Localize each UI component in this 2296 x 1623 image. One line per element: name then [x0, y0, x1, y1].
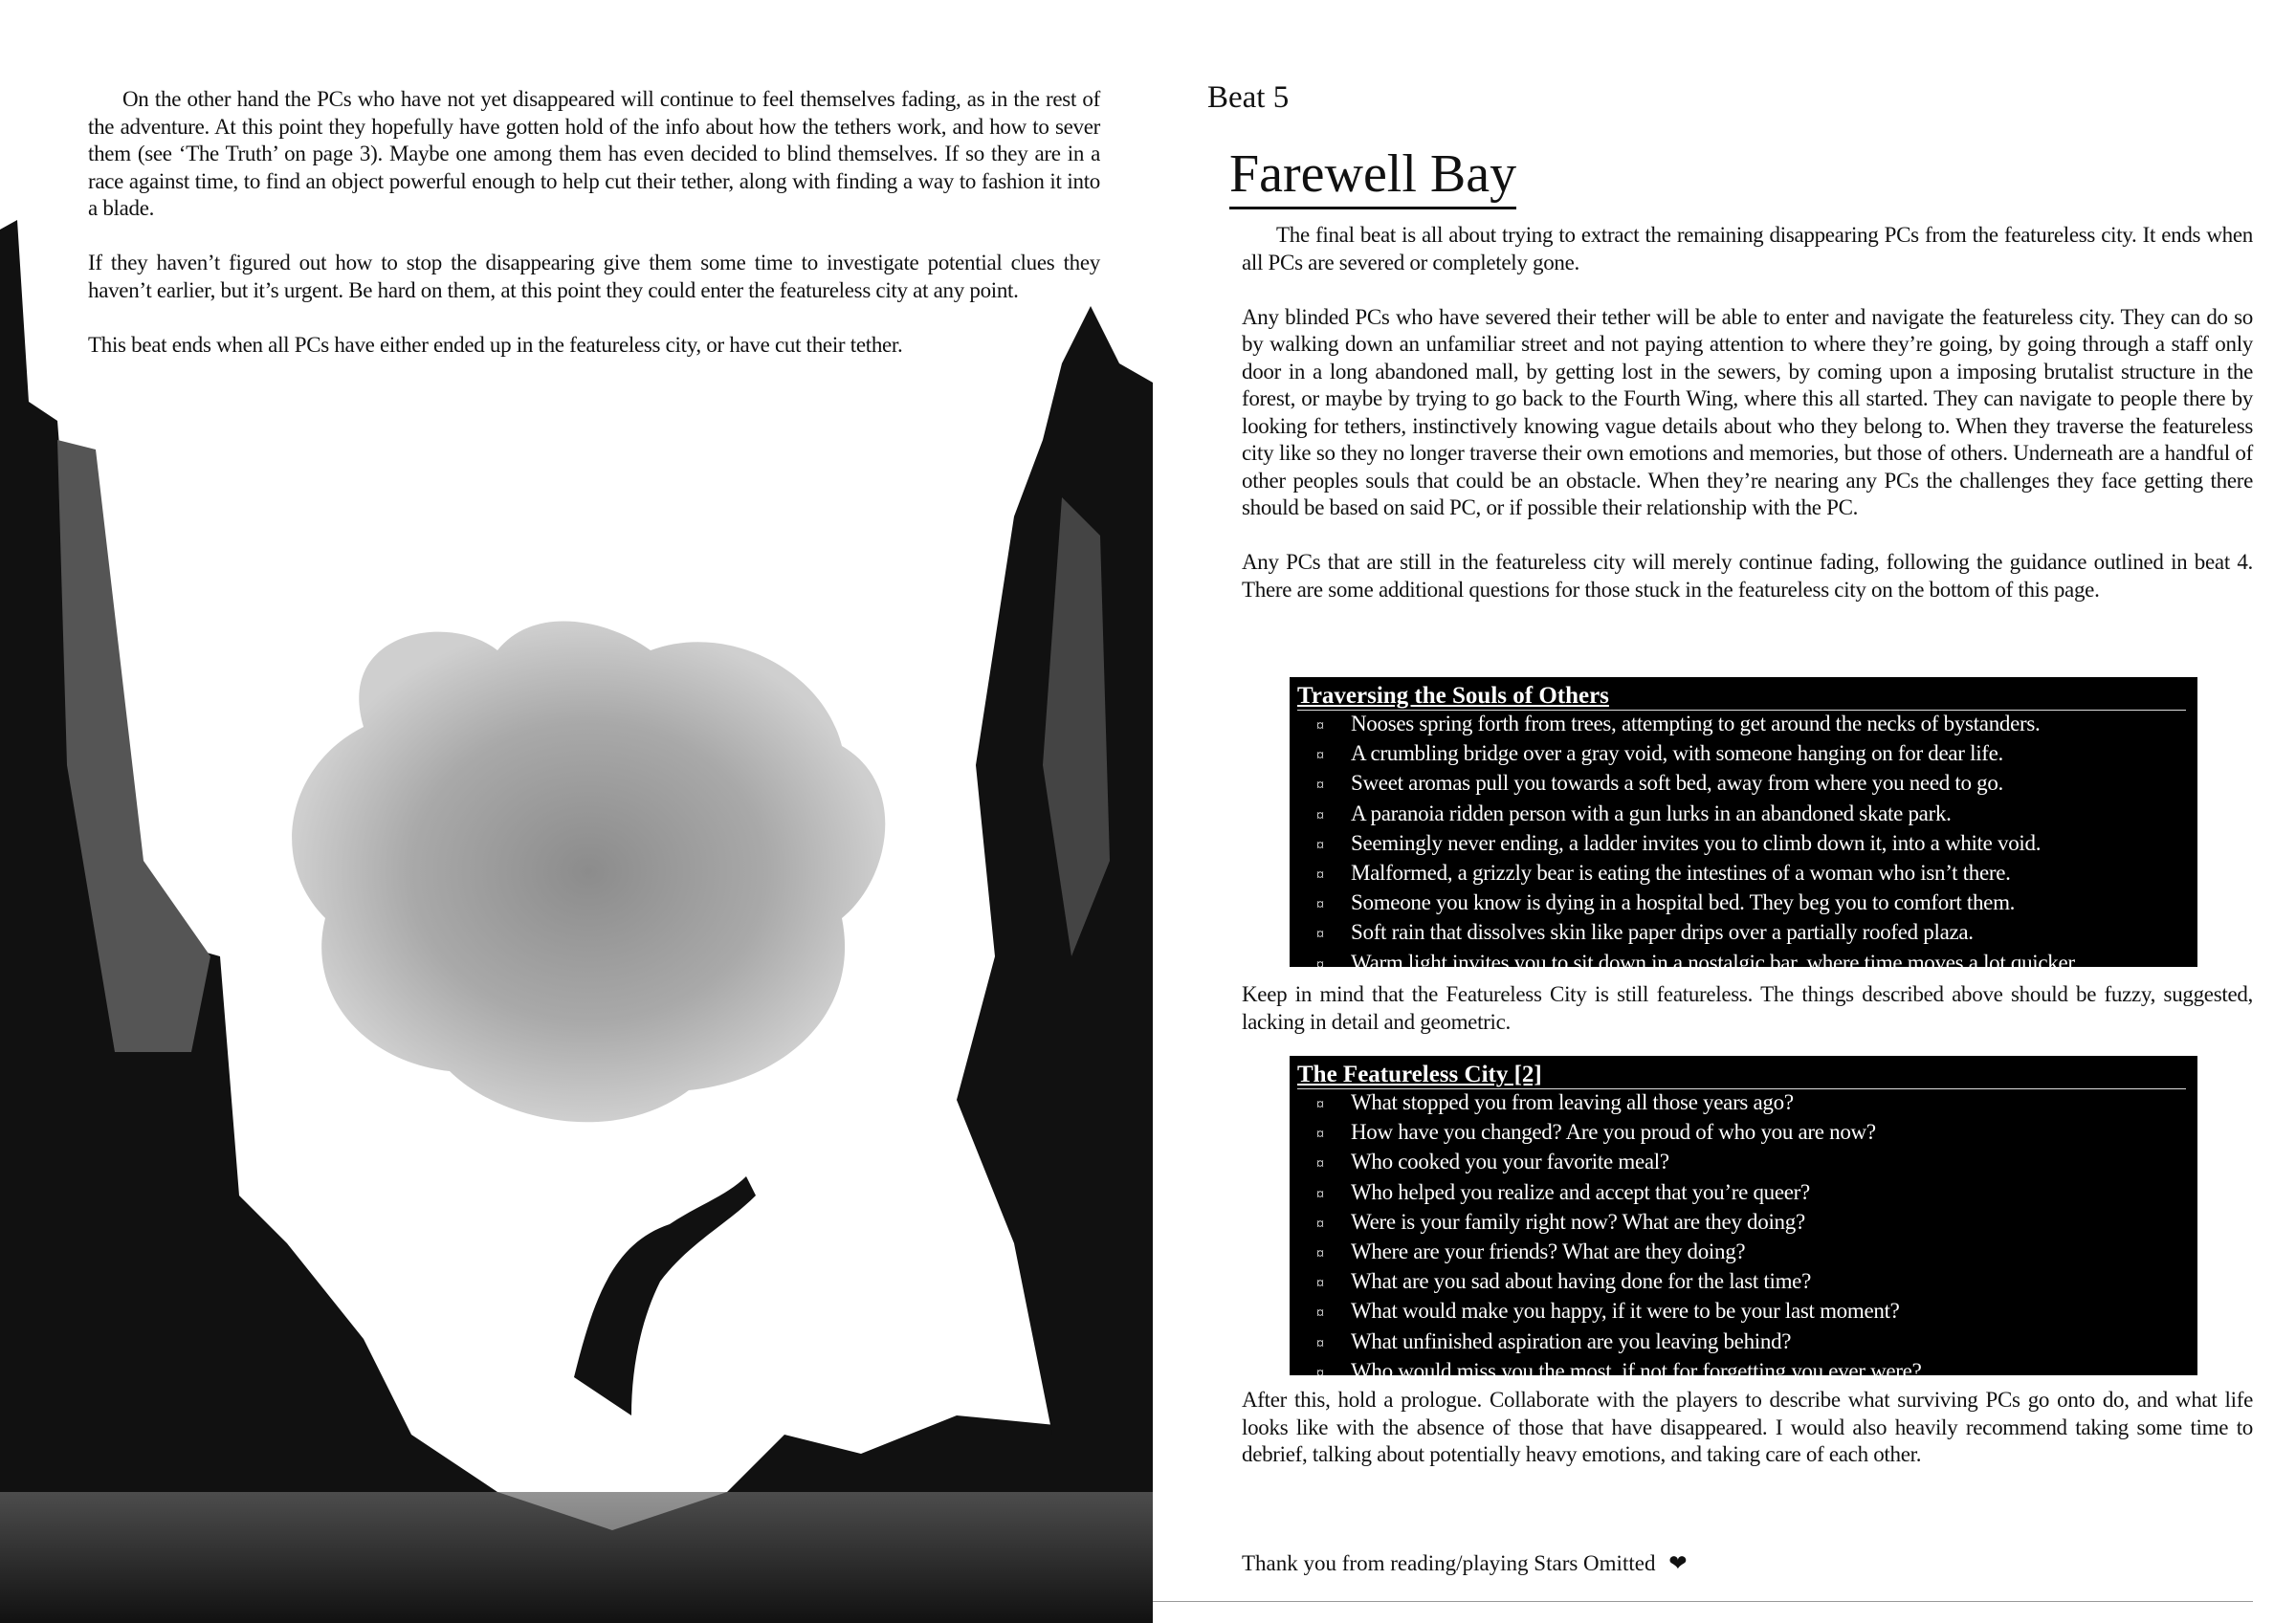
- bullet-icon: ¤: [1316, 778, 1324, 795]
- list-item: [1316, 919, 2186, 949]
- left-paragraph-2: If they haven’t figured out how to stop the disappearing give them some time to investigate potential clues they haven’t earlier, but it’s urgent. Be hard on them, at this point they could enter the featureless city at any point.: [88, 251, 1100, 302]
- after-paragraph: [1242, 1387, 2253, 1496]
- list-item: [1316, 1298, 2186, 1327]
- list-item: [1316, 1119, 2186, 1149]
- box-title: The Featureless City [2]: [1297, 1062, 2186, 1089]
- list-item-text: How have you changed? Are you proud of who you are now?: [1351, 1120, 1876, 1145]
- list-item: [1316, 889, 2186, 919]
- heart-icon: ❤: [1668, 1551, 1688, 1575]
- bullet-icon: ¤: [1316, 867, 1324, 885]
- list-item: [1316, 1089, 2186, 1119]
- bullet-icon: ¤: [1316, 1097, 1324, 1113]
- list-item-text: Malformed, a grizzly bear is eating the intestines of a woman who isn’t there.: [1351, 861, 2011, 886]
- page-title: Farewell Bay: [1229, 143, 1516, 209]
- bullet-icon: ¤: [1316, 956, 1324, 974]
- list-item: [1316, 1149, 2186, 1178]
- left-page-text: [88, 86, 1100, 386]
- bullet-icon: ¤: [1316, 1365, 1324, 1382]
- list-item-text: A crumbling bridge over a gray void, with someone hanging on for dear life.: [1351, 741, 2004, 766]
- thanks-line: [1242, 1551, 1687, 1576]
- list-item: [1316, 860, 2186, 889]
- box-list: [1297, 711, 2186, 979]
- list-item: [1316, 1268, 2186, 1298]
- list-item-text: Seemingly never ending, a ladder invites you to climb down it, into a white void.: [1351, 830, 2042, 855]
- list-item: [1316, 1239, 2186, 1268]
- list-item-text: Where are your friends? What are they doing?: [1351, 1239, 1746, 1264]
- keep-in-mind-paragraph: [1242, 981, 2253, 1064]
- bullet-icon: ¤: [1316, 1305, 1324, 1323]
- list-item-text: A paranoia ridden person with a gun lurks in an abandoned skate park.: [1351, 801, 1952, 825]
- bullet-icon: ¤: [1316, 748, 1324, 765]
- bullet-icon: ¤: [1316, 1216, 1324, 1233]
- footer-divider: [1153, 1601, 2253, 1602]
- bullet-icon: ¤: [1316, 1186, 1324, 1203]
- bullet-icon: ¤: [1316, 1246, 1324, 1263]
- featureless-city-box: [1290, 1056, 2197, 1383]
- list-item: [1316, 830, 2186, 860]
- bullet-icon: ¤: [1316, 1335, 1324, 1352]
- list-item-text: Warm light invites you to sit down in a nostalgic bar, where time moves a lot quicker.: [1351, 950, 2079, 975]
- bullet-icon: ¤: [1316, 1156, 1324, 1173]
- bullet-icon: ¤: [1316, 1276, 1324, 1293]
- beat-label: Beat 5: [1207, 80, 1290, 115]
- list-item-text: What unfinished aspiration are you leaving behind?: [1351, 1328, 1792, 1353]
- list-item-text: What are you sad about having done for the last time?: [1351, 1269, 1811, 1294]
- keep-in-mind-text: Keep in mind that the Featureless City is still featureless. The things described above should be fuzzy, suggested, lacking in detail and geometric.: [1242, 982, 2253, 1034]
- list-item-text: What would make you happy, if it were to be your last moment?: [1351, 1299, 1900, 1324]
- list-item: [1316, 1328, 2186, 1358]
- gray-moon-blob: [292, 622, 885, 1123]
- bullet-icon: ¤: [1316, 837, 1324, 854]
- list-item: [1316, 1209, 2186, 1239]
- list-item: [1316, 950, 2186, 979]
- thanks-text: Thank you from reading/playing Stars Omitted: [1242, 1551, 1656, 1575]
- box-title: Traversing the Souls of Others: [1297, 683, 2186, 711]
- box-list: [1297, 1089, 2186, 1388]
- list-item-text: Who cooked you your favorite meal?: [1351, 1150, 1669, 1174]
- list-item-text: What stopped you from leaving all those years ago?: [1351, 1090, 1794, 1114]
- bullet-icon: ¤: [1316, 927, 1324, 944]
- bullet-icon: ¤: [1316, 1127, 1324, 1144]
- list-item-text: Nooses spring forth from trees, attempting to get around the necks of bystanders.: [1351, 712, 2041, 735]
- list-item: [1316, 801, 2186, 830]
- right-trees: [957, 306, 1153, 1435]
- right-page-text: [1242, 222, 2253, 631]
- list-item-text: Sweet aromas pull you towards a soft bed, away from where you need to go.: [1351, 771, 2003, 796]
- after-text: After this, hold a prologue. Collaborate with the players to describe what surviving PCs go onto do, and what life looks like with the absence of those that have disappeared. I would also heavily recommend taking some time to debrief, talking about potentially heavy emotions, and taking care of each other.: [1242, 1388, 2253, 1466]
- right-paragraph-2: Any blinded PCs who have severed their tether will be able to enter and navigate the featureless city. They can do so by walking down an unfamiliar street and not paying attention to where they’re going, by going through a staff only door in a long abandoned mall, by getting lost in the sewers, by coming upon a imposing brutalist structure in the forest, or maybe by trying to go back to the Fourth Wing, where this all started. They can navigate to people there by looking for tethers, instinctively knowing vague details about who they belong to. When they traverse the featureless city like so they no longer traverse their own emotions and memories, but those of others. Underneath are a handful of other peoples souls that could be an obstacle. When they’re nearing any PCs the challenges they face getting there should be based on said PC, or if possible their relationship with the PC.: [1242, 304, 2253, 519]
- list-item: [1316, 711, 2186, 740]
- bullet-icon: ¤: [1316, 807, 1324, 824]
- list-item-text: Soft rain that dissolves skin like paper drips over a partially roofed plaza.: [1351, 920, 1974, 945]
- right-paragraph-1: The final beat is all about trying to extract the remaining disappearing PCs from the featureless city. It ends when all PCs are severed or completely gone.: [1242, 223, 2253, 274]
- traversing-souls-box: [1290, 677, 2197, 975]
- center-tree: [574, 1176, 756, 1415]
- list-item-text: Someone you know is dying in a hospital bed. They beg you to comfort them.: [1351, 890, 2016, 915]
- right-paragraph-3: Any PCs that are still in the featureless city will merely continue fading, following the guidance outlined in beat 4. There are some additional questions for those stuck in the featureless city on the bottom of this page.: [1242, 550, 2253, 602]
- bullet-icon: ¤: [1316, 718, 1324, 735]
- list-item-text: Who would miss you the most, if not for forgetting you ever were?: [1351, 1358, 1922, 1383]
- left-paragraph-3: This beat ends when all PCs have either ended up in the featureless city, or have cut their tether.: [88, 332, 903, 357]
- bullet-icon: ¤: [1316, 897, 1324, 914]
- list-item-text: Were is your family right now? What are they doing?: [1351, 1209, 1805, 1234]
- list-item: [1316, 1179, 2186, 1209]
- list-item: [1316, 1358, 2186, 1388]
- list-item: [1316, 770, 2186, 800]
- list-item: [1316, 740, 2186, 770]
- left-paragraph-1: On the other hand the PCs who have not yet disappeared will continue to feel themselves fading, as in the rest of the adventure. At this point they hopefully have gotten hold of the info about how the tethers work, and how to sever them (see ‘The Truth’ on page 3). Maybe one among them has even decided to blind themselves. If so they are in a race against time, to find an object powerful enough to help cut their tether, along with finding a way to fashion it into a blade.: [88, 87, 1100, 220]
- list-item-text: Who helped you realize and accept that you’re queer?: [1351, 1179, 1810, 1204]
